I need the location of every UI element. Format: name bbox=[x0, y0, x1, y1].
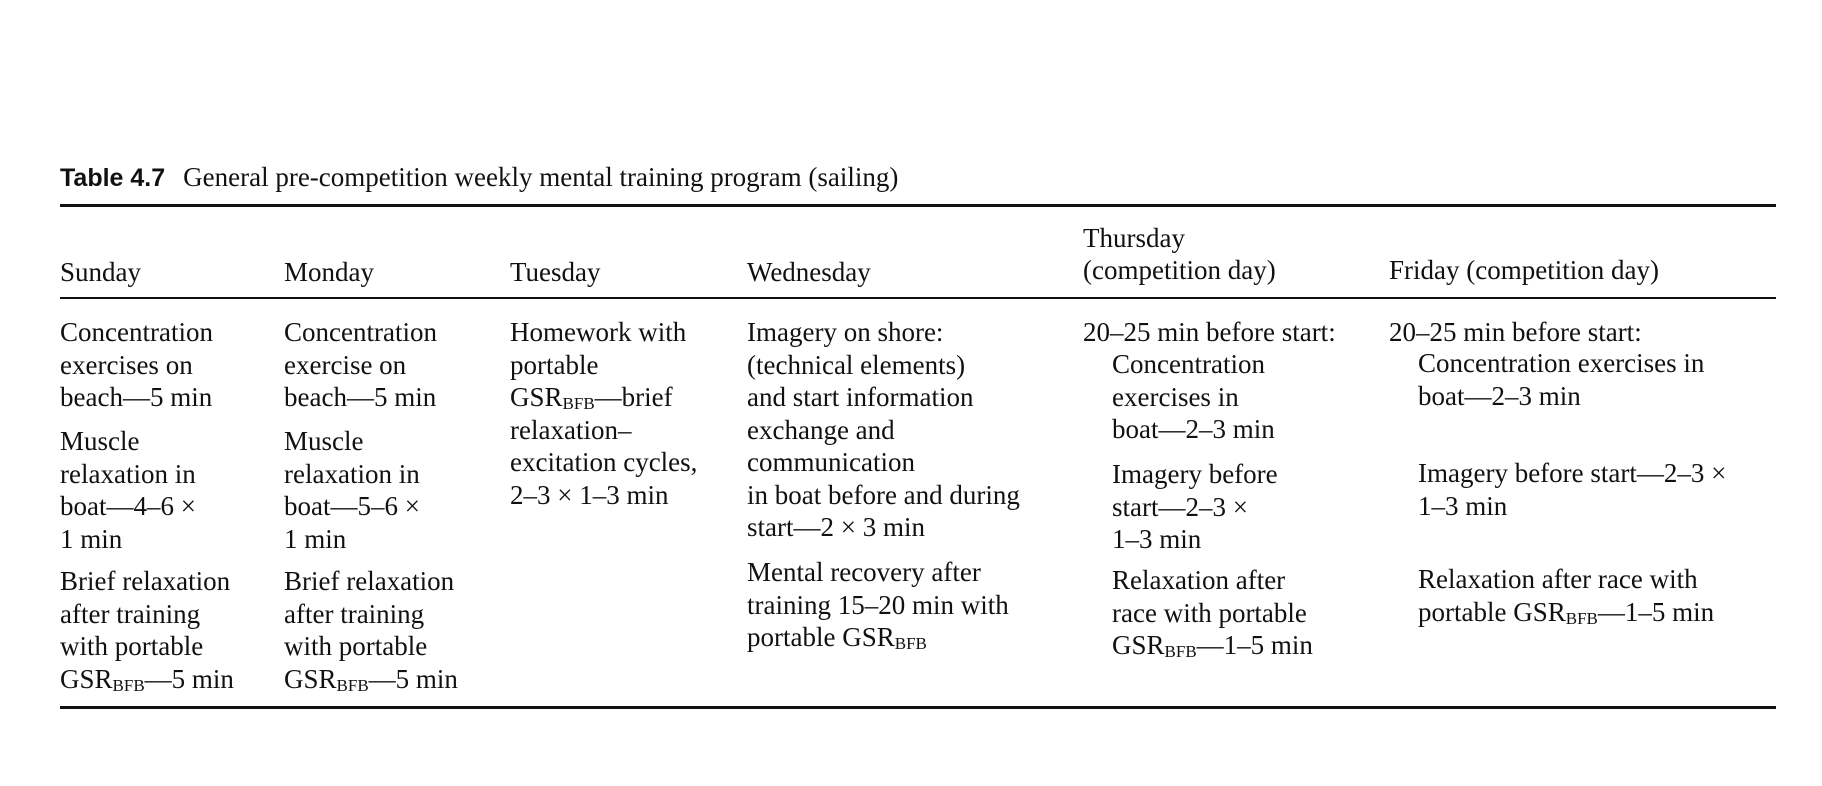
cell-line: relaxation in bbox=[284, 458, 420, 489]
cell-line: boat—2–3 min bbox=[1112, 414, 1275, 444]
header-monday bbox=[284, 256, 374, 288]
header-line: Wednesday bbox=[747, 257, 871, 287]
cell-friday-lead bbox=[1389, 316, 1642, 349]
gsr-text: GSR bbox=[1112, 630, 1165, 660]
cell-line bbox=[747, 621, 1009, 654]
gsr-text: GSR bbox=[510, 382, 563, 412]
table-caption bbox=[60, 160, 898, 195]
bfb-subscript: BFB bbox=[894, 634, 927, 653]
cell-friday-imagery bbox=[1389, 457, 1726, 522]
cell-line: beach—5 min bbox=[284, 382, 437, 412]
cell-sunday-brief-relaxation bbox=[60, 565, 234, 695]
header-thursday bbox=[1083, 222, 1276, 286]
cell-line: Brief relaxation bbox=[60, 566, 231, 596]
cell-line: 20–25 min before start: bbox=[1083, 317, 1336, 347]
cell-line: and start information bbox=[747, 382, 974, 412]
header-tuesday bbox=[510, 256, 601, 288]
cell-line: start—2–3 × bbox=[1112, 491, 1248, 522]
cell-line: (technical elements) bbox=[747, 349, 966, 380]
cell-friday-relaxation bbox=[1389, 563, 1714, 628]
cell-line: 2–3 × 1–3 min bbox=[510, 479, 669, 510]
cell-line bbox=[510, 381, 697, 414]
duration-text: —1–5 min bbox=[1196, 630, 1313, 660]
cell-line: portable bbox=[510, 349, 599, 380]
cell-line: exercise on bbox=[284, 349, 407, 380]
cell-line: relaxation in bbox=[60, 458, 196, 489]
cell-line bbox=[60, 663, 234, 696]
gsr-text: GSR bbox=[284, 663, 337, 694]
cell-line: Concentration bbox=[60, 317, 213, 347]
cell-line: Concentration exercises in bbox=[1418, 348, 1705, 378]
cell-line: relaxation– bbox=[510, 414, 632, 445]
table-title: General pre-competition weekly mental training program (sailing) bbox=[183, 162, 899, 192]
cell-wednesday-imagery bbox=[747, 316, 1020, 544]
header-rule bbox=[60, 297, 1776, 299]
duration-text: —5 min bbox=[144, 663, 234, 694]
cell-monday-brief-relaxation bbox=[284, 565, 458, 695]
cell-thursday-lead bbox=[1083, 316, 1336, 349]
cell-line: Homework with bbox=[510, 317, 687, 347]
cell-monday-concentration bbox=[284, 316, 437, 414]
bfb-subscript: BFB bbox=[336, 675, 369, 695]
header-line: Friday (competition day) bbox=[1389, 255, 1659, 285]
cell-thursday-relaxation bbox=[1083, 564, 1313, 662]
cell-sunday-concentration bbox=[60, 316, 213, 414]
cell-line: boat—5–6 × bbox=[284, 491, 420, 521]
gsr-text: portable GSR bbox=[1418, 596, 1566, 627]
cell-line: 20–25 min before start: bbox=[1389, 317, 1642, 347]
cell-line: Relaxation after race with bbox=[1418, 564, 1698, 594]
cell-line bbox=[284, 663, 458, 696]
cell-line: boat—4–6 × bbox=[60, 491, 196, 521]
gsr-text: GSR bbox=[60, 663, 113, 694]
cell-line: race with portable bbox=[1112, 597, 1307, 628]
cell-line: start—2 × 3 min bbox=[747, 512, 925, 542]
header-line: Thursday bbox=[1083, 223, 1185, 253]
cell-line: Imagery on shore: bbox=[747, 317, 944, 347]
cell-line bbox=[1418, 596, 1714, 629]
cell-line: Mental recovery after bbox=[747, 557, 981, 587]
cell-line: Imagery before start—2–3 × bbox=[1418, 458, 1727, 488]
cell-line: with portable bbox=[60, 631, 204, 661]
cell-tuesday-homework bbox=[510, 316, 697, 511]
header-line: Monday bbox=[284, 257, 374, 287]
cell-line: beach—5 min bbox=[60, 382, 213, 412]
bfb-subscript: BFB bbox=[112, 675, 145, 695]
cell-line: 1–3 min bbox=[1418, 490, 1508, 521]
cell-line: after training bbox=[284, 598, 425, 629]
cell-line: training 15–20 min with bbox=[747, 589, 1009, 620]
cell-line: excitation cycles, bbox=[510, 447, 698, 477]
cell-line: Relaxation after bbox=[1112, 565, 1286, 595]
duration-text: —5 min bbox=[368, 663, 458, 694]
cell-thursday-imagery bbox=[1083, 458, 1278, 556]
gsr-text: portable GSR bbox=[747, 622, 895, 652]
bfb-subscript: BFB bbox=[1565, 608, 1598, 628]
cell-line: 1 min bbox=[284, 523, 347, 554]
header-wednesday bbox=[747, 256, 871, 288]
cell-friday-concentration bbox=[1389, 347, 1704, 412]
bfb-subscript: BFB bbox=[562, 394, 595, 413]
cell-line: Concentration bbox=[284, 317, 437, 347]
cell-wednesday-mental-recovery bbox=[747, 556, 1009, 654]
cell-line: communication bbox=[747, 447, 915, 477]
cell-line: with portable bbox=[284, 631, 428, 661]
cell-line: exercises on bbox=[60, 349, 193, 380]
header-sunday bbox=[60, 256, 141, 288]
cell-line: Muscle bbox=[60, 426, 140, 456]
cell-line: Brief relaxation bbox=[284, 566, 455, 596]
duration-text: —1–5 min bbox=[1597, 596, 1715, 627]
cell-text: —brief bbox=[594, 382, 673, 412]
cell-line: Muscle bbox=[284, 426, 364, 456]
header-line: Tuesday bbox=[510, 257, 601, 287]
header-friday bbox=[1389, 254, 1659, 286]
cell-line: exchange and bbox=[747, 414, 895, 445]
cell-line: boat—2–3 min bbox=[1418, 380, 1581, 411]
bfb-subscript: BFB bbox=[1164, 642, 1197, 661]
cell-line: Imagery before bbox=[1112, 459, 1278, 489]
cell-line: Concentration bbox=[1112, 349, 1265, 379]
cell-monday-muscle bbox=[284, 425, 420, 555]
top-rule bbox=[60, 204, 1776, 207]
cell-line: 1 min bbox=[60, 523, 123, 554]
table-label: Table 4.7 bbox=[60, 164, 166, 192]
cell-sunday-muscle bbox=[60, 425, 196, 555]
header-line: (competition day) bbox=[1083, 255, 1276, 285]
cell-thursday-concentration bbox=[1083, 348, 1275, 446]
cell-line: in boat before and during bbox=[747, 479, 1020, 510]
cell-line: exercises in bbox=[1112, 381, 1239, 412]
cell-line bbox=[1112, 629, 1313, 662]
cell-line: after training bbox=[60, 598, 201, 629]
cell-line: 1–3 min bbox=[1112, 524, 1202, 554]
header-line: Sunday bbox=[60, 257, 141, 287]
bottom-rule bbox=[60, 706, 1776, 709]
